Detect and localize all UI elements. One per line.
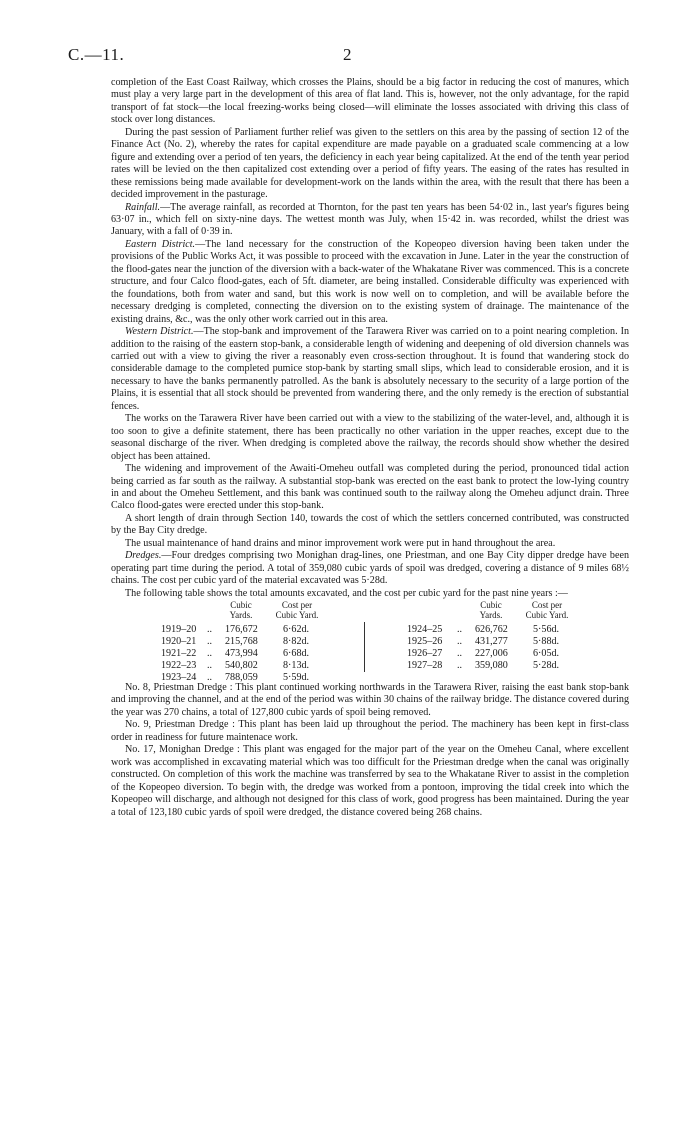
table-year: 1921–22 (161, 648, 197, 660)
table-leader: .. (207, 672, 213, 684)
col-header-cost: Cost per Cubic Yard. (275, 600, 319, 621)
table-leader: .. (207, 660, 213, 672)
paragraph-text: —The stop-bank and improvement of the Tarawera River was carried on to a point nearing completion. In addition to the raising of the eastern stop-bank, a considerable length of widening and deepening of old diversion channels was carried out with a view to giving the river a reasonably even cross-section throughout. It is found that wandering stock do considerable damage to the completed pumice stop-bank by starting small slips, which lead to considerable erosion, and it is necessary to have the banks permanently patrolled. As the bank is absolutely necessary to the security of a large portion of the Plains, it is essential that all stock should be prevented from wandering there, and the only remedy is the erection of substantial fences. (111, 326, 629, 412)
table-leader: .. (457, 636, 463, 648)
table-yards: 788,059 (225, 672, 258, 684)
table-year: 1926–27 (407, 648, 443, 660)
table-yards: 227,006 (475, 648, 508, 660)
table-cost: 5·28d. (533, 660, 560, 672)
paragraph: The usual maintenance of hand drains and minor improvement work were put in hand throughout the area. (125, 537, 556, 549)
rainfall-paragraph (111, 202, 629, 239)
paragraph: A short length of drain through Section 140, towards the cost of which the settlers concerned contributed, was constructed by the Bay City dredge. (111, 512, 629, 537)
paragraph-text: —The land necessary for the construction of the Kopeopeo diversion having been taken under the provisions of the Public Works Act, it was possible to proceed with the excavation in June. Later in the year the construction of the flood-gates near the junction of the diversion with a back-water of the Whakatane River was commenced. This is a concrete structure, and four Calco flood-gates, each of 5ft. diameter, are being installed. Considerable difficulty was experienced with the foundations, both from water and sand, but this work is now well on to completion, and will be available before the necessary dredging is completed, connecting the diversion on to the existing system of drainage. The maintenance of the existing drains, &c., was the only other work carried out in this area. (111, 238, 629, 325)
table-cost: 8·82d. (283, 636, 310, 648)
excavation-table (111, 600, 629, 684)
table-cost: 6·62d. (283, 624, 310, 636)
document-reference: C.—11. (68, 45, 125, 64)
table-cost: 5·88d. (533, 636, 560, 648)
col-header-yards: Cubic Yards. (229, 600, 253, 621)
table-leader: .. (207, 636, 213, 648)
paragraph: The widening and improvement of the Awaiti-Omeheu outfall was completed during the period, pronounced tidal action being carried as far south as the railway. A substantial stop-bank was erected on the east bank to protect the low-lying country in and about the Omeheu Settlement, and this bank was continued south to the railway along the Omeheu adjunct drain. Three Calco flood-gates were erected under this stop-bank. (111, 463, 629, 512)
table-yards: 473,994 (225, 648, 258, 660)
paragraph: During the past session of Parliament further relief was given to the settlers on this area by the passing of section 12 of the Finance Act (No. 2), whereby the rates for capital expenditure are made payable on a graduated scale commencing at a low figure and extending over a period of ten years, the deficiency in each year being capitalized. At the end of the tenth year period rates will be levied on the then capitalized cost extending over a period of fifty years. The easing of the rates has resulted in these remissions being made available for development-work on the lands within the area, with the result that there has been a decided improvement in the pasturage. (111, 126, 629, 201)
table-year: 1927–28 (407, 660, 443, 672)
body-text (111, 77, 629, 819)
table-cost: 6·68d. (283, 648, 310, 660)
paragraph: The works on the Tarawera River have been carried out with a view to the stabilizing of the water-level, and, although it is too soon to give a definite statement, there has been practically no other variation in the upper reaches, except due to the seasonal discharge of the river. When dredging is completed above the railway, the records should show whether the desired object has been attained. (111, 413, 629, 462)
table-cost: 6·05d. (533, 648, 560, 660)
paragraph-text: —Four dredges comprising two Monighan drag-lines, one Priestman, and one Bay City dipper dredge have been operating part time during the period. A total of 359,080 cubic yards of spoil was dredged, covering a distance of 9 miles 68½ chains. The cost per cubic yard of the material excavated was 5·28d. (111, 550, 629, 587)
table-year: 1925–26 (407, 636, 443, 648)
dredge-note: No. 8, Priestman Dredge : This plant continued working northwards in the Tarawera River, raising the east bank stop-bank and improving the channel, and at the end of the period was within 30 chains of the railway bridge. The distance covered during the year was 270 chains, a total of 127,800 cubic yards of spoil being removed. (111, 682, 629, 718)
table-yards: 176,672 (225, 624, 258, 636)
table-leader: .. (457, 648, 463, 660)
table-year: 1923–24 (161, 672, 197, 684)
col-header-cost: Cost per Cubic Yard. (525, 600, 569, 621)
section-heading: Rainfall. (125, 201, 161, 213)
eastern-district-paragraph (111, 239, 629, 326)
table-intro: The following table shows the total amounts excavated, and the cost per cubic yard for the past nine years :— (125, 587, 568, 599)
table-year: 1922–23 (161, 660, 197, 672)
table-leader: .. (457, 660, 463, 672)
table-leader: .. (457, 624, 463, 636)
paragraph: completion of the East Coast Railway, which crosses the Plains, should be a big factor in reducing the cost of manures, which must play a very large part in the development of this area of flat land. This is, however, not the only advantage, for the rapid transport of fat stock—the local freezing-works being closed—will eliminate the losses associated with driving this class of stock over long distances. (111, 77, 629, 126)
western-district-paragraph (111, 326, 629, 413)
table-leader: .. (207, 624, 213, 636)
table-cost: 8·13d. (283, 660, 310, 672)
section-heading: Western District. (125, 326, 194, 338)
table-year: 1924–25 (407, 624, 443, 636)
dredge-note: No. 9, Priestman Dredge : This plant has been laid up throughout the period. The machinery has been kept in first-class order in readiness for future maintenace work. (111, 719, 629, 743)
column-divider (364, 622, 365, 672)
section-heading: Dredges. (125, 550, 162, 562)
table-yards: 626,762 (475, 624, 508, 636)
table-yards: 215,768 (225, 636, 258, 648)
table-year: 1920–21 (161, 636, 197, 648)
table-leader: .. (207, 648, 213, 660)
table-cost: 5·59d. (283, 672, 310, 684)
table-cost: 5·56d. (533, 624, 560, 636)
dredge-note: No. 17, Monighan Dredge : This plant was engaged for the major part of the year on the Omeheu Canal, where excellent work was accomplished in excavating material which was too difficult for the Priestman dredge when the canal was originally constructed. On completion of this work the machine was transferred by sea to the Whakatane River to assist in the completion of the Kopeopeo diversion. To begin with, the dredge was worked from a pontoon, improving the tidal creek into which the Kopeopeo will discharge, and although not designed for this class of work, good progress has been maintained. During the year a total of 123,180 cubic yards of spoil were dredged, the distance covered being 268 chains. (111, 744, 629, 818)
table-yards: 431,277 (475, 636, 508, 648)
dredges-paragraph (111, 550, 629, 587)
section-heading: Eastern District. (125, 238, 196, 250)
table-year: 1919–20 (161, 624, 197, 636)
page-number: 2 (343, 45, 352, 64)
table-yards: 540,802 (225, 660, 258, 672)
table-yards: 359,080 (475, 660, 508, 672)
col-header-yards: Cubic Yards. (479, 600, 503, 621)
paragraph-text: —The average rainfall, as recorded at Thornton, for the past ten years has been 54·02 in., last year's figures being 63·07 in., which fell on sixty-nine days. The wettest month was July, when 15·42 in. was recorded, whilst the driest was January, with a fall of 0·39 in. (111, 201, 629, 238)
